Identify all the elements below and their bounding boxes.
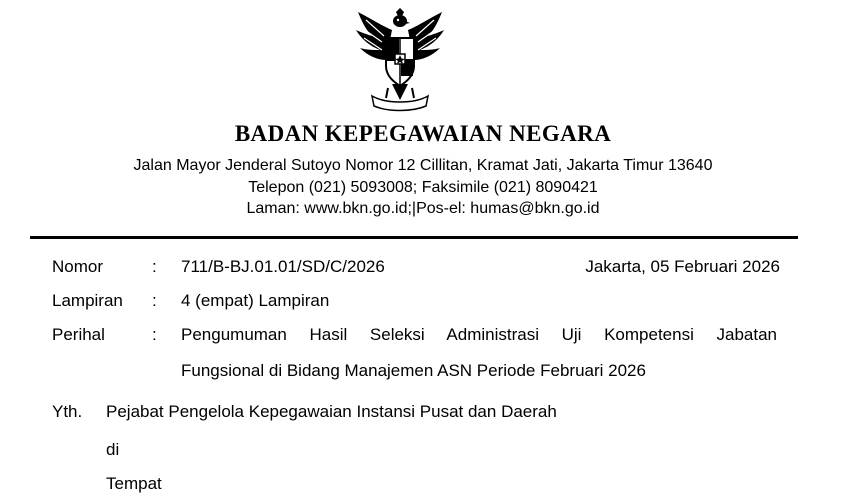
perihal-colon: : <box>152 325 157 344</box>
letter-date: Jakarta, 05 Februari 2026 <box>585 257 780 276</box>
recipient-line1: Pejabat Pengelola Kepegawaian Instansi Pusat dan Daerah <box>106 402 557 421</box>
letterhead-divider <box>30 236 798 239</box>
nomor-value: 711/B-BJ.01.01/SD/C/2026 <box>181 257 385 276</box>
garuda-emblem-icon <box>352 8 448 112</box>
perihal-value-line1: Pengumuman Hasil Seleksi Administrasi Uji Kompetensi Jabatan <box>181 325 777 344</box>
agency-phone: Telepon (021) 5093008; Faksimile (021) 8090421 <box>248 179 598 196</box>
nomor-colon: : <box>152 257 157 276</box>
recipient-line3: Tempat <box>106 474 162 493</box>
lampiran-value: 4 (empat) Lampiran <box>181 291 330 310</box>
lampiran-label: Lampiran <box>52 291 123 310</box>
perihal-label: Perihal <box>52 325 105 344</box>
recipient-line2: di <box>106 440 120 459</box>
agency-name: BADAN KEPEGAWAIAN NEGARA <box>234 121 612 146</box>
nomor-label: Nomor <box>52 257 104 276</box>
agency-address: Jalan Mayor Jenderal Sutoyo Nomor 12 Cillitan, Kramat Jati, Jakarta Timur 13640 <box>133 157 713 174</box>
perihal-value-line2: Fungsional di Bidang Manajemen ASN Periode Februari 2026 <box>181 361 646 380</box>
agency-web: Laman: www.bkn.go.id;|Pos-el: humas@bkn.go.id <box>246 200 600 217</box>
salutation: Yth. <box>52 402 83 421</box>
lampiran-colon: : <box>152 291 157 310</box>
